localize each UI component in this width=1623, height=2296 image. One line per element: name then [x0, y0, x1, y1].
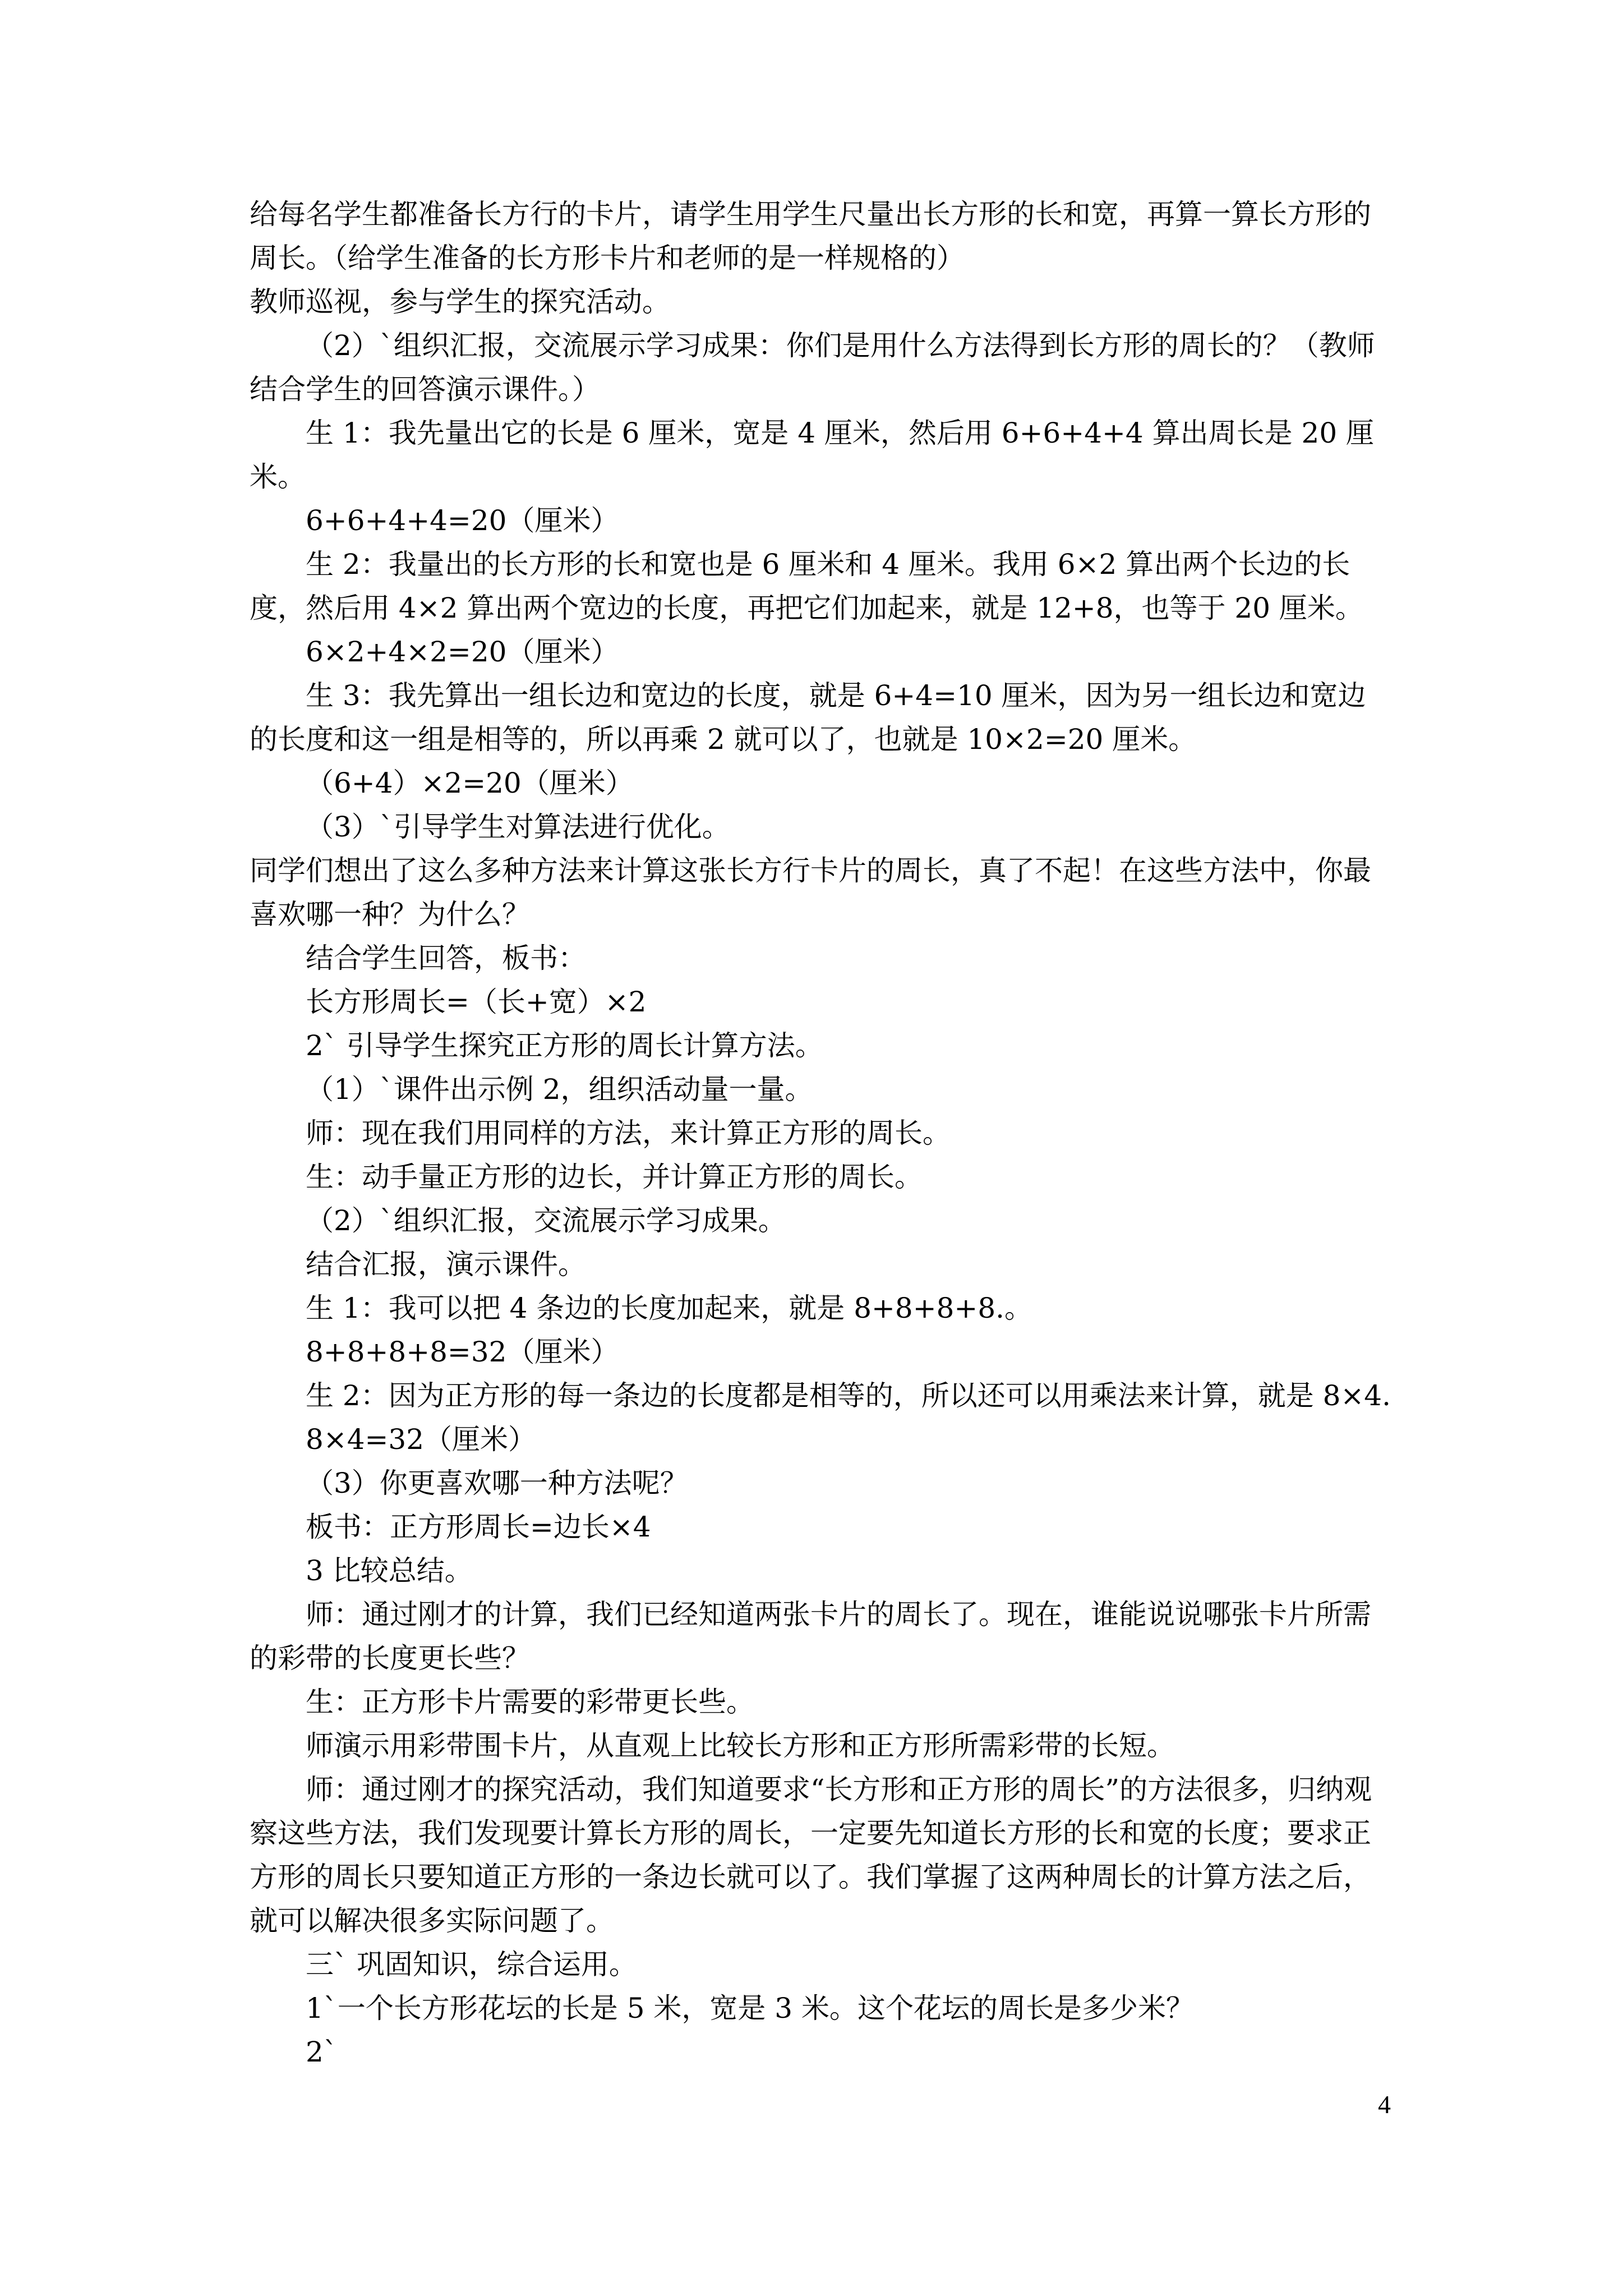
paragraph: 生 1：我可以把 4 条边的长度加起来，就是 8+8+8+8.。 [306, 1292, 1033, 1324]
paragraph: 同学们想出了这么多种方法来计算这张长方行卡片的周长，真了不起！在这些方法中，你最喜欢哪一种？为什么？ [250, 854, 1371, 931]
paragraph: 生 2：因为正方形的每一条边的长度都是相等的，所以还可以用乘法来计算，就是 8×4. [306, 1379, 1391, 1412]
paragraph: 生 2：我量出的长方形的长和宽也是 6 厘米和 4 厘米。我用 6×2 算出两个长边的长度，然后用 4×2 算出两个宽边的长度，再把它们加起来，就是 12+8，也等于 20 厘米。 [250, 548, 1363, 624]
section-heading: 三` 巩固知识，综合运用。 [306, 1948, 637, 1981]
section-heading: 2` 引导学生探究正方形的周长计算方法。 [306, 1029, 823, 1062]
formula-line: （6+4）×2=20（厘米） [306, 767, 634, 799]
formula-line: 8×4=32（厘米） [306, 1423, 537, 1456]
paragraph: 结合学生回答，板书： [306, 942, 586, 974]
paragraph: 结合汇报，演示课件。 [306, 1248, 586, 1281]
section-heading: 3 比较总结。 [306, 1554, 473, 1587]
formula-line: 6+6+4+4=20（厘米） [306, 504, 619, 537]
formula-line: 6×2+4×2=20（厘米） [306, 636, 619, 668]
paragraph: 给每名学生都准备长方行的卡片，请学生用学生尺量出长方形的长和宽，再算一算长方形的周长。（给学生准备的长方形卡片和老师的是一样规格的） [250, 198, 1371, 274]
paragraph: 生 1：我先量出它的长是 6 厘米，宽是 4 厘米，然后用 6+6+4+4 算出周长是 20 厘米。 [250, 417, 1375, 493]
formula-line: 板书：正方形周长=边长×4 [306, 1511, 651, 1543]
paragraph: （3）你更喜欢哪一种方法呢？ [306, 1467, 688, 1499]
paragraph: （3）`引导学生对算法进行优化。 [306, 811, 730, 843]
paragraph: （1）`课件出示例 2，组织活动量一量。 [306, 1073, 813, 1106]
paragraph: 教师巡视，参与学生的探究活动。 [250, 286, 670, 318]
formula-line: 长方形周长=（长+宽）×2 [306, 986, 647, 1018]
paragraph: 生：动手量正方形的边长，并计算正方形的周长。 [306, 1161, 923, 1193]
document-body [250, 192, 1394, 2074]
exercise-item: 2` [306, 2036, 338, 2068]
paragraph: （2）`组织汇报，交流展示学习成果。 [306, 1204, 786, 1237]
paragraph: 师：现在我们用同样的方法，来计算正方形的周长。 [306, 1117, 951, 1149]
paragraph: 师：通过刚才的计算，我们已经知道两张卡片的周长了。现在，谁能说说哪张卡片所需的彩带的长度更长些？ [250, 1598, 1371, 1674]
paragraph: 师：通过刚才的探究活动，我们知道要求“长方形和正方形的周长”的方法很多，归纳观察这些方法，我们发现要计算长方形的周长，一定要先知道长方形的长和宽的长度；要求正方形的周长只要知道正方形的一条边长就可以了。我们掌握了这两种周长的计算方法之后，就可以解决很多实际问题了。 [250, 1773, 1372, 1937]
paragraph: 生：正方形卡片需要的彩带更长些。 [306, 1686, 754, 1718]
page-number: 4 [1378, 2090, 1391, 2119]
formula-line: 8+8+8+8=32（厘米） [306, 1336, 619, 1368]
paragraph: 师演示用彩带围卡片，从直观上比较长方形和正方形所需彩带的长短。 [306, 1729, 1175, 1762]
paragraph: （2）`组织汇报，交流展示学习成果：你们是用什么方法得到长方形的周长的？（教师结合学生的回答演示课件。） [250, 329, 1375, 406]
paragraph: 生 3：我先算出一组长边和宽边的长度，就是 6+4=10 厘米，因为另一组长边和宽边的长度和这一组是相等的，所以再乘 2 就可以了，也就是 10×2=20 厘米。 [250, 679, 1366, 756]
exercise-item: 1`一个长方形花坛的长是 5 米，宽是 3 米。这个花坛的周长是多少米？ [306, 1992, 1195, 2024]
